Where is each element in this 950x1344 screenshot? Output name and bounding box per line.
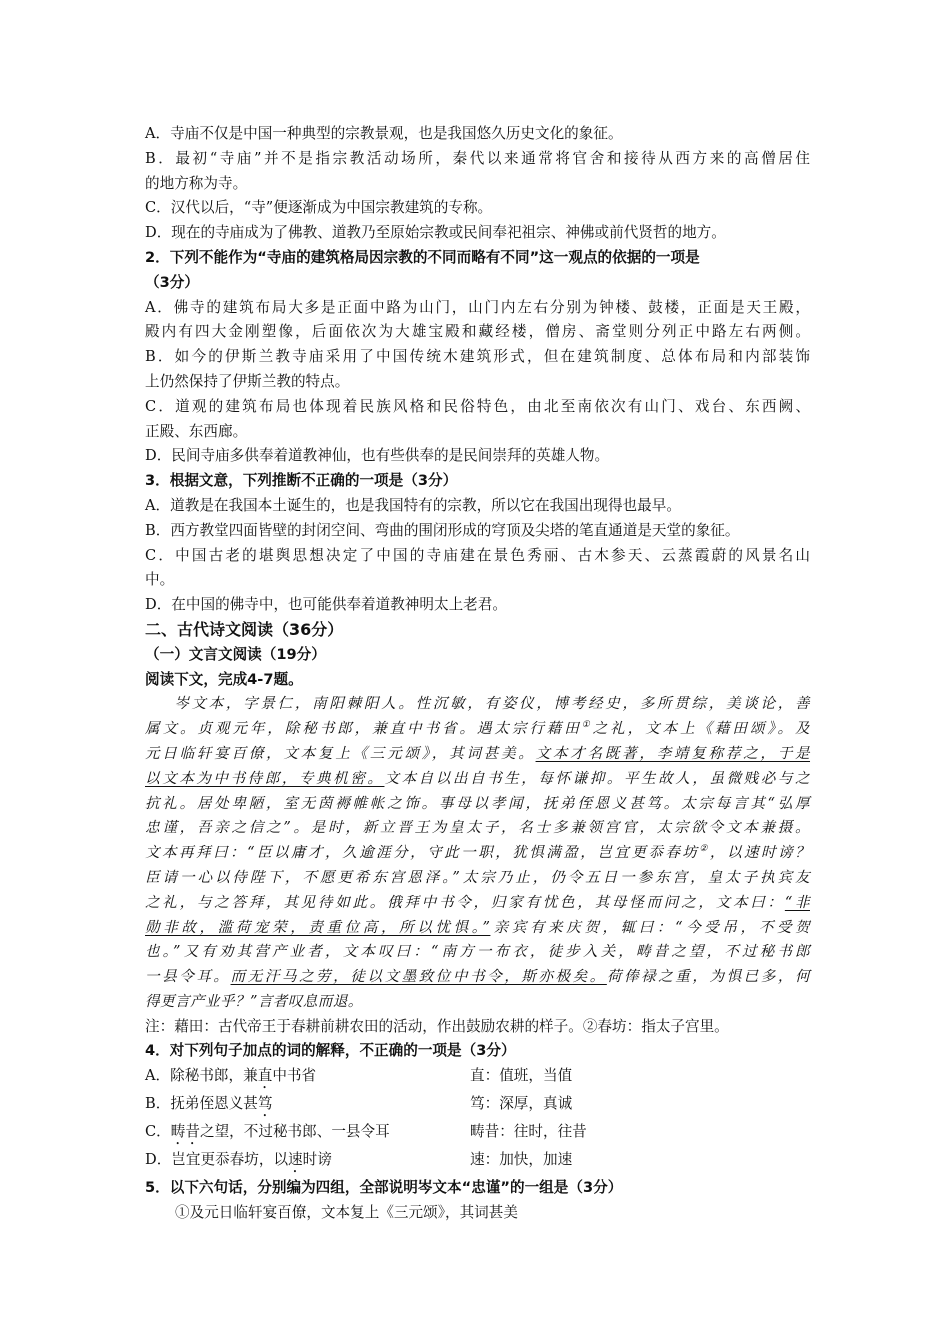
q4-gloss: 笃：深厚，真诚 — [470, 1095, 573, 1113]
q2-option-b-line1: B．如今的伊斯兰教寺庙采用了中国传统木建筑形式，但在建筑制度、总体布局和内部装饰 — [145, 348, 810, 366]
q2-option-a-line1: A．佛寺的建筑布局大多是正面中路为山门，山门内左右分别为钟楼、鼓楼，正面是天王殿， — [145, 298, 810, 316]
footnote-marker-1: ① — [581, 720, 593, 731]
passage-footnote: 注：藉田：古代帝王于春耕前耕农田的活动，作出鼓励农耕的样子。②春坊：指太子宫里。 — [145, 1017, 729, 1035]
q4-option-d: D．岂宜更忝春坊，以速时谤 速：加快，加速 — [145, 1148, 810, 1176]
underlined-sentence-1: 文本才名既著，李靖复称荐之，于是 — [535, 744, 811, 762]
passage-line: 以文本为中书侍郎，专典机密。文本自以出自书生，每怀谦抑。平生故人，虽微贱必与之 — [145, 769, 810, 787]
q1-option-b-line2: 的地方称为寺。 — [145, 174, 248, 192]
q3-option-b: B．西方教堂四面皆壁的封闭空间、弯曲的围闭形成的穹顶及尖塔的笔直通道是天堂的象征。 — [145, 521, 740, 539]
underlined-sentence-2-cont: 勋非故，滥荷宠荣，责重位高，所以忧惧。” — [145, 918, 491, 936]
underlined-sentence-2: “非 — [784, 893, 810, 911]
q4-option-b: B．抚弟侄恩义甚笃 笃：深厚，真诚 — [145, 1092, 810, 1120]
q4-option-a: A．除秘书郎，兼直中书省 直：值班，当值 — [145, 1064, 810, 1092]
q5-stem: 5．以下六句话，分别编为四组，全部说明岑文本“忠谨”的一组是（3分） — [145, 1179, 623, 1197]
dotted-word: 畴昔 — [170, 1123, 200, 1141]
q2-stem-score: （3分） — [145, 273, 199, 291]
reading-instruction: 阅读下文，完成4-7题。 — [145, 670, 303, 688]
q4-gloss: 速：加快，加速 — [470, 1151, 573, 1169]
q4-gloss: 畴昔：往时，往昔 — [470, 1123, 587, 1141]
passage-line: 文本再拜曰：“臣以庸才，久逾涯分，守此一职，犹惧满盈，岂宜更忝春坊②，以速时谤？ — [145, 844, 810, 862]
subsection-1-title: （一）文言文阅读（19分） — [145, 645, 326, 663]
q2-option-b-line2: 上仍然保持了伊斯兰教的特点。 — [145, 372, 350, 390]
q4-gloss: 直：值班，当值 — [470, 1067, 573, 1085]
dotted-word: 笃 — [257, 1095, 273, 1113]
q2-option-c-line1: C．道观的建筑布局也体现着民族风格和民俗特色，由北至南依次有山门、戏台、东西阙、 — [145, 397, 810, 415]
q5-sentence-1: ①及元日临轩宴百僚，文本复上《三元颂》，其词甚美 — [175, 1204, 518, 1222]
q2-stem: 2．下列不能作为“寺庙的建筑格局因宗教的不同而略有不同”这一观点的依据的一项是 — [145, 248, 700, 266]
passage-line: 元日临轩宴百僚，文本复上《三元颂》，其词甚美。文本才名既著，李靖复称荐之，于是 — [145, 744, 811, 762]
passage-line: 也。”又有劝其营产业者，文本叹曰：“南方一布衣，徒步入关，畴昔之望，不过秘书郎 — [145, 943, 810, 961]
question-1-options — [145, 122, 810, 246]
q1-option-c: C．汉代以后，“寺”便逐渐成为中国宗教建筑的专称。 — [145, 199, 493, 217]
q2-option-c-line2: 正殿、东西廊。 — [145, 422, 248, 440]
q2-option-d: D．民间寺庙多供奉着道教神仙，也有些供奉的是民间崇拜的英雄人物。 — [145, 447, 610, 465]
dotted-word: 直 — [257, 1067, 273, 1085]
q1-option-d: D．现在的寺庙成为了佛教、道教乃至原始宗教或民间奉祀祖宗、神佛或前代贤哲的地方。 — [145, 224, 726, 242]
q1-option-a: A．寺庙不仅是中国一种典型的宗教景观，也是我国悠久历史文化的象征。 — [145, 125, 623, 142]
question-3 — [145, 469, 810, 618]
q3-stem: 3．根据文意，下列推断不正确的一项是（3分） — [145, 472, 458, 490]
q4-option-c: C．畴昔之望，不过秘书郎、一县令耳 畴昔：往时，往昔 — [145, 1120, 810, 1148]
footnote-marker-2: ② — [699, 844, 710, 855]
question-4 — [145, 1039, 810, 1176]
q3-option-c-line2: 中。 — [145, 571, 175, 589]
q3-option-c-line1: C．中国古老的堪舆思想决定了中国的寺庙建在景色秀丽、古木参天、云蒸霞蔚的风景名山 — [145, 546, 810, 564]
passage-line: 臣请一心以侍陛下，不愿更希东宫恩泽。”太宗乃止，仍令五日一参东宫，皇太子执宾友 — [145, 868, 810, 886]
question-2 — [145, 246, 810, 469]
passage-line: 一县令耳。而无汗马之劳，徒以文墨致位中书令，斯亦极矣。荷俸禄之重，为惧已多，何 — [145, 968, 810, 986]
passage-line: 忠谨，吾亲之信之”。是时，新立晋王为皇太子，名士多兼领宫官，太宗欲令文本兼摄。 — [145, 819, 810, 837]
q2-option-a-line2: 殿内有四大金刚塑像，后面依次为大雄宝殿和藏经楼，僧房、斋堂则分列正中路左右两侧。 — [145, 323, 810, 341]
passage-line: 之礼，与之答拜，其见待如此。俄拜中书令，归家有忧色，其母怪而问之，文本曰：“非 — [145, 893, 810, 911]
underlined-sentence-1-cont: 以文本为中书侍郎，专典机密。 — [145, 769, 385, 787]
classical-passage — [145, 692, 810, 1014]
passage-line: 属文。贞观元年，除秘书郎，兼直中书省。遇太宗行藉田①之礼，文本上《藉田颂》。及 — [145, 720, 810, 738]
q3-option-a: A．道教是在我国本土诞生的，也是我国特有的宗教，所以它在我国出现得也最早。 — [145, 496, 681, 514]
passage-line: 得更言产业乎？”言者叹息而退。 — [145, 992, 363, 1010]
exam-page — [145, 122, 810, 1226]
section-2-title: 二、古代诗文阅读（36分） — [145, 619, 344, 639]
passage-line: 抗礼。居处卑陋，室无茵褥帷帐之饰。事母以孝闻，抚弟侄恩义甚笃。太宗每言其“弘厚 — [145, 794, 810, 812]
dotted-word: 速 — [288, 1151, 303, 1169]
underlined-sentence-3: 而无汗马之劳，徒以文墨致位中书令，斯亦极矣。 — [230, 968, 607, 986]
question-5 — [145, 1176, 810, 1226]
passage-line: 岑文本，字景仁，南阳棘阳人。性沉敏，有姿仪，博考经史，多所贯综，美谈论，善 — [174, 695, 810, 713]
passage-line: 勋非故，滥荷宠荣，责重位高，所以忧惧。”亲宾有来庆贺，辄曰：“今受吊，不受贺 — [145, 918, 810, 936]
q4-stem: 4．对下列句子加点的词的解释，不正确的一项是（3分） — [145, 1042, 516, 1060]
q1-option-b-line1: B．最初“寺庙”并不是指宗教活动场所，秦代以来通常将官舍和接待从西方来的高僧居住 — [145, 149, 810, 167]
q3-option-d: D．在中国的佛寺中，也可能供奉着道教神明太上老君。 — [145, 596, 507, 614]
